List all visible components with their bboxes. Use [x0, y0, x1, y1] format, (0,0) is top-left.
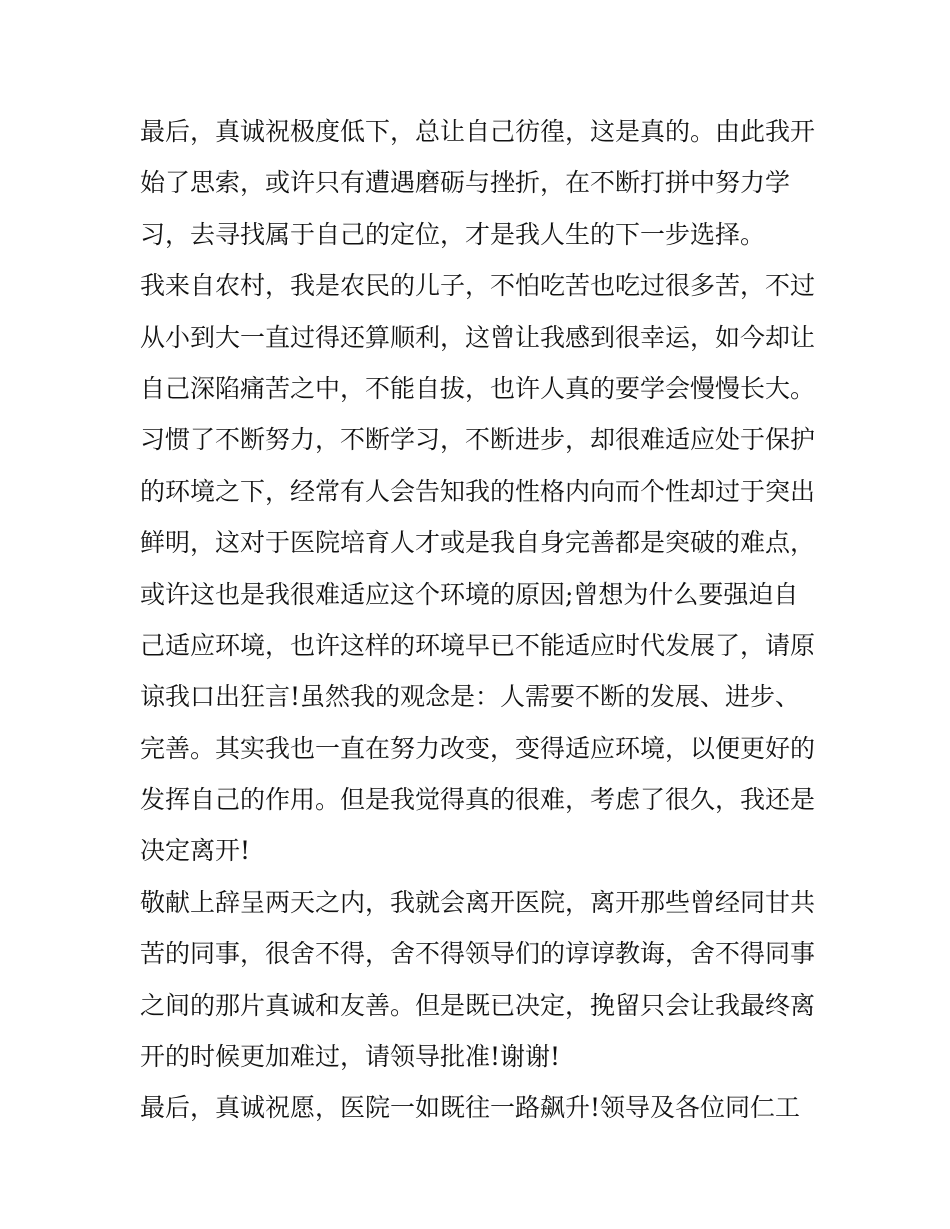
- text-line: 从小到大一直过得还算顺利，这曾让我感到很幸运，如今却让: [140, 322, 816, 352]
- text-line: 开的时候更加难过，请领导批准!谢谢!: [140, 1042, 561, 1072]
- text-line: 或许这也是我很难适应这个环境的原因;曾想为什么要强迫自: [140, 579, 799, 609]
- text-line: 己适应环境，也许这样的环境早已不能适应时代发展了，请原: [140, 630, 816, 660]
- text-line: 之间的那片真诚和友善。但是既已决定，挽留只会让我最终离: [140, 990, 816, 1020]
- text-line: 最后，真诚祝极度低下，总让自己彷徨，这是真的。由此我开: [140, 117, 816, 146]
- text-line: 最后，真诚祝愿，医院一如既往一路飙升!领导及各位同仁工: [140, 1093, 801, 1123]
- text-line: 发挥自己的作用。但是我觉得真的很难，考虑了很久，我还是: [140, 785, 816, 815]
- document-body: [140, 106, 820, 1134]
- text-line: 决定离开!: [140, 836, 251, 866]
- text-line: 习，去寻找属于自己的定位，才是我人生的下一步选择。: [140, 219, 766, 249]
- text-line: 完善。其实我也一直在努力改变，变得适应环境，以便更好的: [140, 733, 816, 763]
- text-line: 我来自农村，我是农民的儿子，不怕吃苦也吃过很多苦，不过: [140, 271, 816, 301]
- text-line: 自己深陷痛苦之中，不能自拔，也许人真的要学会慢慢长大。: [140, 373, 816, 403]
- text-line: 的环境之下，经常有人会告知我的性格内向而个性却过于突出: [140, 476, 816, 506]
- text-line: 鲜明，这对于医院培育人才或是我自身完善都是突破的难点，: [140, 528, 816, 558]
- text-line: 习惯了不断努力，不断学习，不断进步，却很难适应处于保护: [140, 425, 816, 455]
- text-line: 谅我口出狂言!虽然我的观念是：人需要不断的发展、进步、: [140, 682, 801, 712]
- text-line: 苦的同事，很舍不得，舍不得领导们的谆谆教诲，舍不得同事: [140, 939, 816, 969]
- text-line: 始了思索，或许只有遭遇磨砺与挫折，在不断打拼中努力学: [140, 168, 791, 198]
- text-line: 敬献上辞呈两天之内，我就会离开医院，离开那些曾经同甘共: [140, 887, 816, 917]
